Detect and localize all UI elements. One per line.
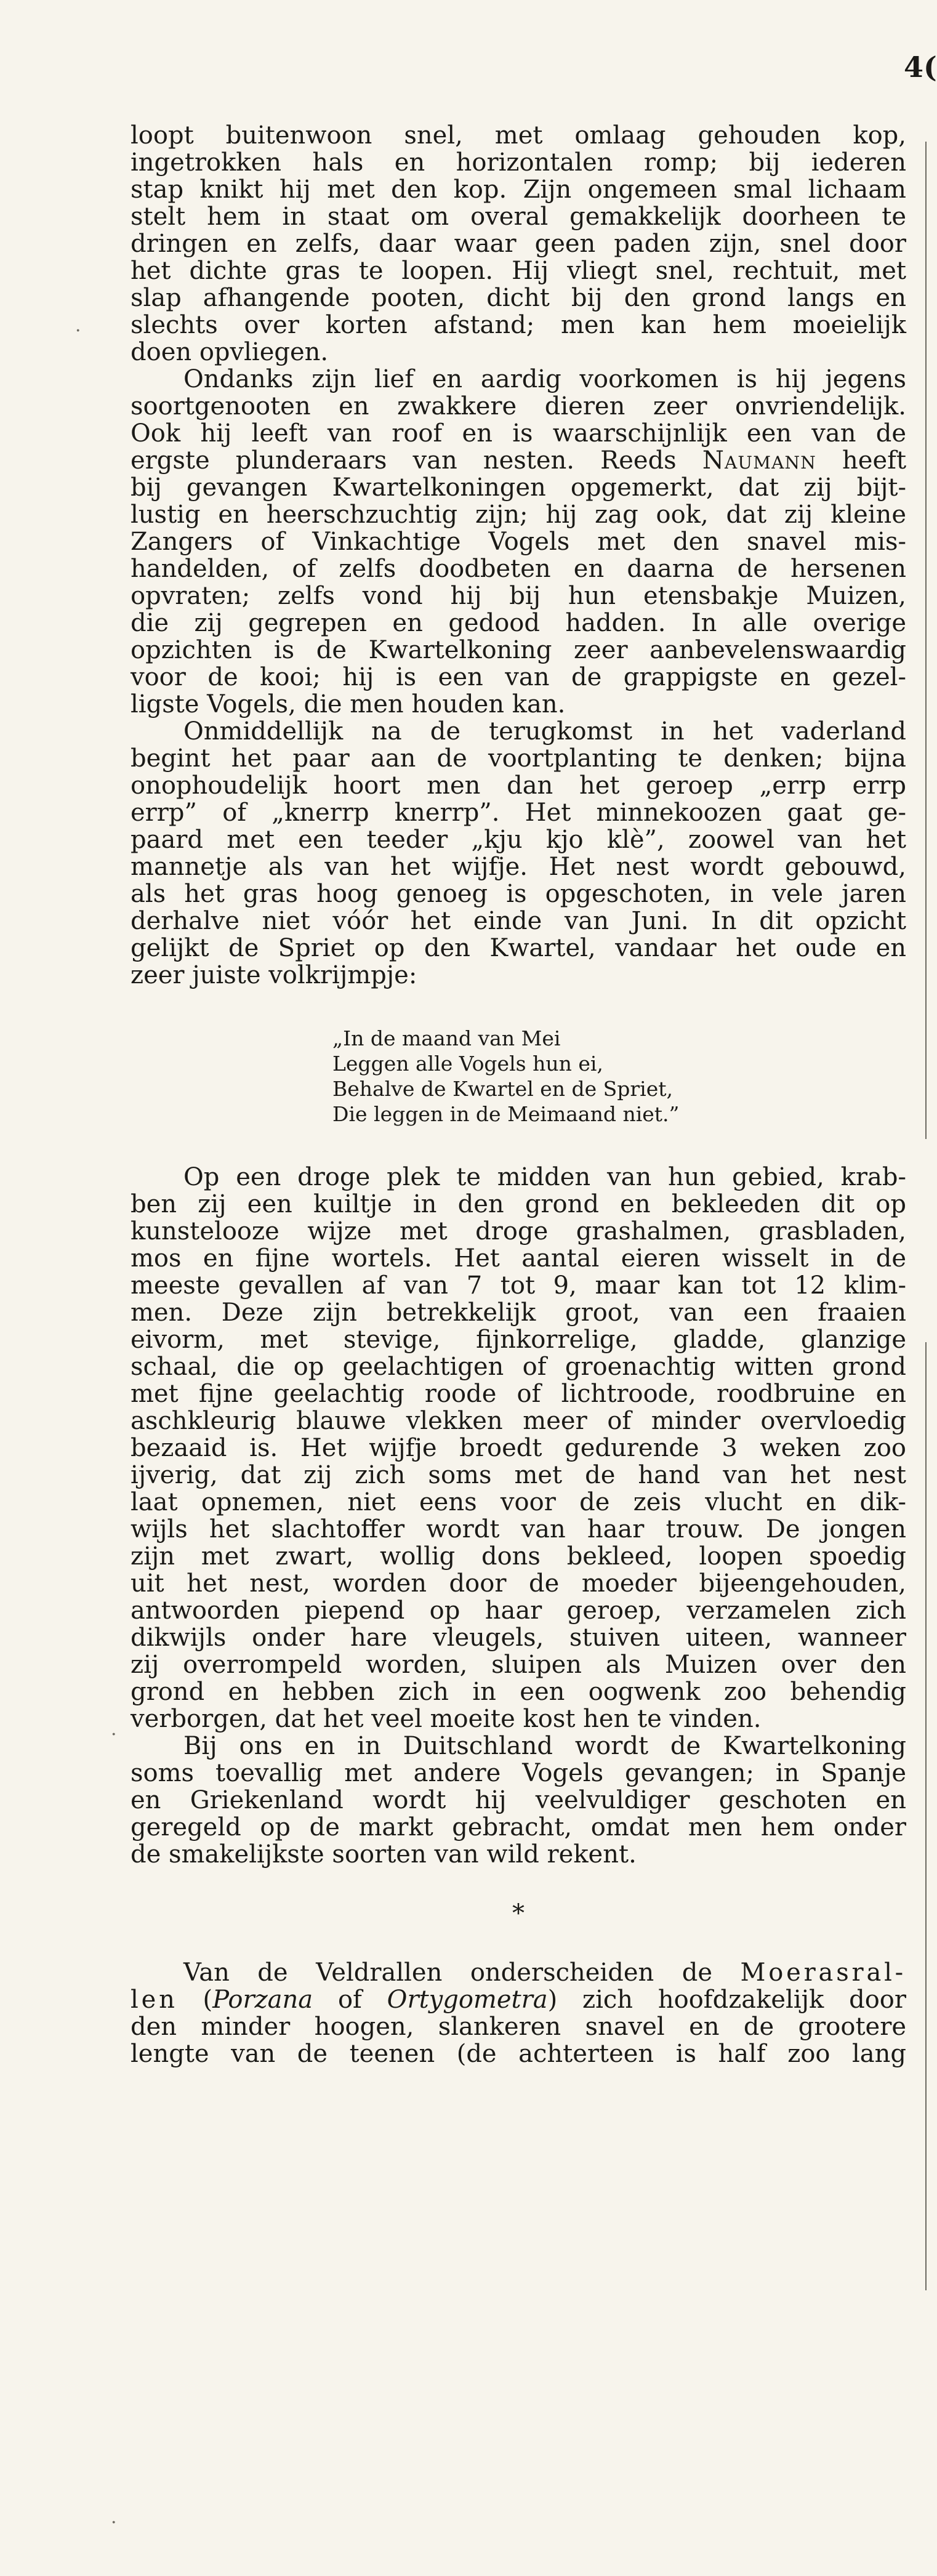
folk-rhyme [332,1026,906,1127]
text-line: dikwijls onder hare vleugels, stuiven uiteen, wanneer [131,1624,906,1652]
text-line: ingetrokken hals en horizontalen romp; bij iederen [131,148,906,177]
poem-line: „In de maand van Mei [332,1026,561,1050]
spaced-term: Moerasral- [740,1958,906,1987]
text-line: slechts over korten afstand; men kan hem moeielijk [131,311,906,339]
text-line: doen opvliegen. [131,338,329,366]
text-line: dringen en zelfs, daar waar geen paden zijn, snel door [131,230,906,258]
paren-open: ( [203,1986,213,2014]
text-line: begint het paar aan de voortplanting te denken; bijna [131,744,906,773]
text-line [131,447,906,474]
page-edge-rule [925,142,927,1139]
text-line: aschkleurig blauwe vlekken meer of minder overvloedig [131,1407,906,1435]
genus-name: Porzana [212,1986,313,2014]
text-line: stelt hem in staat om overal gemakkelijk doorheen te [131,203,906,231]
text-line: als het gras hoog genoeg is opgeschoten, in vele jaren [131,880,906,908]
text-segment: Van de Veldrallen onderscheiden de [183,1958,713,1987]
paragraph-crakes [131,1959,906,2067]
text-line: loopt buitenwoon snel, met omlaag gehouden kop, [131,121,906,150]
text-line: bij gevangen Kwartelkoningen opgemerkt, dat zij bijt- [131,473,906,502]
text-line: Ook hij leeft van roof en is waarschijnlijk een van de [131,419,906,448]
text-line: zijn met zwart, wollig dons bekleed, loopen spoedig [131,1542,906,1571]
text-line: eivorm, met stevige, fijnkorrelige, gladde, glanzige [131,1326,906,1354]
text-line: stap knikt hij met den kop. Zijn ongemeen smal lichaam [131,175,906,204]
text-line: Ondanks zijn lief en aardig voorkomen is hij jegens [183,365,906,393]
margin-mark: · [111,1724,117,1745]
paragraph-rail-locomotion [131,122,906,366]
text-line: soms toevallig met andere Vogels gevangen; in Spanje [131,1759,906,1787]
text-line: zeer juiste volkrijmpje: [131,961,417,989]
text-line: Onmiddellijk na de terugkomst in het vaderland [183,717,906,746]
page-body [131,122,906,2067]
text-line: handelden, of zelfs doodbeten en daarna de hersenen [131,555,906,583]
text-segment: zich hoofdzakelijk door [582,1986,906,2014]
page-number: 4( [904,50,937,84]
paragraph-breeding [131,718,906,989]
margin-mark: · [111,2512,117,2534]
paragraph-behaviour [131,366,906,718]
text-line: opzichten is de Kwartelkoning zeer aanbevelenswaardig [131,636,906,664]
text-segment: ergste plunderaars van nesten. Reeds [131,446,677,475]
text-line: Zangers of Vinkachtige Vogels met den snavel mis- [131,528,906,556]
text-line: mos en fijne wortels. Het aantal eieren wisselt in de [131,1244,906,1273]
text-line: met fijne geelachtig roode of lichtroode, roodbruine en [131,1380,906,1408]
text-line: en Griekenland wordt hij veelvuldiger geschoten en [131,1786,906,1814]
author-name: Naumann [702,446,816,475]
text-line: derhalve niet vóór het einde van Juni. In dit opzicht [131,907,906,935]
text-line: ligste Vogels, die men houden kan. [131,690,566,718]
text-line: bezaaid is. Het wijfje broedt gedurende 3 weken zoo [131,1434,906,1462]
text-line: Bij ons en in Duitschland wordt de Kwartelkoning [183,1732,906,1760]
text-line: errp” of „knerrp knerrp”. Het minnekoozen gaat ge- [131,799,906,827]
text-line: lengte van de teenen (de achterteen is half zoo lang [131,2040,906,2068]
text-line: uit het nest, worden door de moeder bijeengehouden, [131,1569,906,1598]
text-segment: of [337,1986,362,2014]
text-line: opvraten; zelfs vond hij bij hun etensbakje Muizen, [131,582,906,610]
text-line: laat opnemen, niet eens voor de zeis vlucht en dik- [131,1488,906,1516]
text-line: men. Deze zijn betrekkelijk groot, van een fraaien [131,1298,906,1327]
poem-line: Leggen alle Vogels hun ei, [332,1052,603,1076]
paragraph-nest-eggs [131,1164,906,1733]
text-line: grond en hebben zich in een oogwenk zoo behendig [131,1678,906,1706]
text-line: den minder hoogen, slankeren snavel en de grootere [131,2013,906,2041]
text-line: paard met een teeder „kju kjo klè”, zoowel van het [131,826,906,854]
text-line: Op een droge plek te midden van hun gebied, krab- [183,1163,906,1191]
text-line: verborgen, dat het veel moeite kost hen te vinden. [131,1705,762,1733]
paragraph-hunting [131,1733,906,1868]
paren-close: ) [547,1986,558,2014]
text-line: zij overrompeld worden, sluipen als Muizen over den [131,1651,906,1679]
page-edge-rule [925,1342,927,2290]
text-line: wijls het slachtoffer wordt van haar trouw. De jongen [131,1515,906,1544]
margin-mark: · [75,320,81,342]
text-line: die zij gegrepen en gedood hadden. In alle overige [131,609,906,637]
text-line: gelijkt de Spriet op den Kwartel, vandaar het oude en [131,934,906,962]
text-line: het dichte gras te loopen. Hij vliegt snel, rechtuit, met [131,257,906,285]
text-line [131,1986,906,2013]
text-line: ben zij een kuiltje in den grond en bekleeden dit op [131,1190,906,1218]
poem-line: Behalve de Kwartel en de Spriet, [332,1077,674,1101]
spaced-term: len [131,1986,178,2014]
text-line: onophoudelijk hoort men dan het geroep „errp errp [131,771,906,800]
section-separator: * [512,1899,525,1928]
text-line: mannetje als van het wijfje. Het nest wordt gebouwd, [131,853,906,881]
text-line: kunstelooze wijze met droge grashalmen, grasbladen, [131,1217,906,1246]
text-line: geregeld op de markt gebracht, omdat men hem onder [131,1813,906,1841]
text-line: antwoorden piepend op haar geroep, verzamelen zich [131,1596,906,1625]
text-line: soortgenooten en zwakkere dieren zeer onvriendelijk. [131,392,906,421]
text-line [131,1959,906,1986]
text-line: de smakelijkste soorten van wild rekent. [131,1840,637,1869]
text-line: lustig en heerschzuchtig zijn; hij zag ook, dat zij kleine [131,501,906,529]
text-line: schaal, die op geelachtigen of groenachtig witten grond [131,1353,906,1381]
text-segment: heeft [842,446,907,475]
poem-line: Die leggen in de Meimaand niet.” [332,1102,680,1126]
text-line: slap afhangende pooten, dicht bij den grond langs en [131,284,906,312]
genus-name: Ortygometra [387,1986,548,2014]
text-line: voor de kooi; hij is een van de grappigste en gezel- [131,663,906,691]
text-line: ijverig, dat zij zich soms met de hand van het nest [131,1461,906,1489]
text-line: meeste gevallen af van 7 tot 9, maar kan tot 12 klim- [131,1271,906,1300]
genus-names [203,1986,557,2014]
